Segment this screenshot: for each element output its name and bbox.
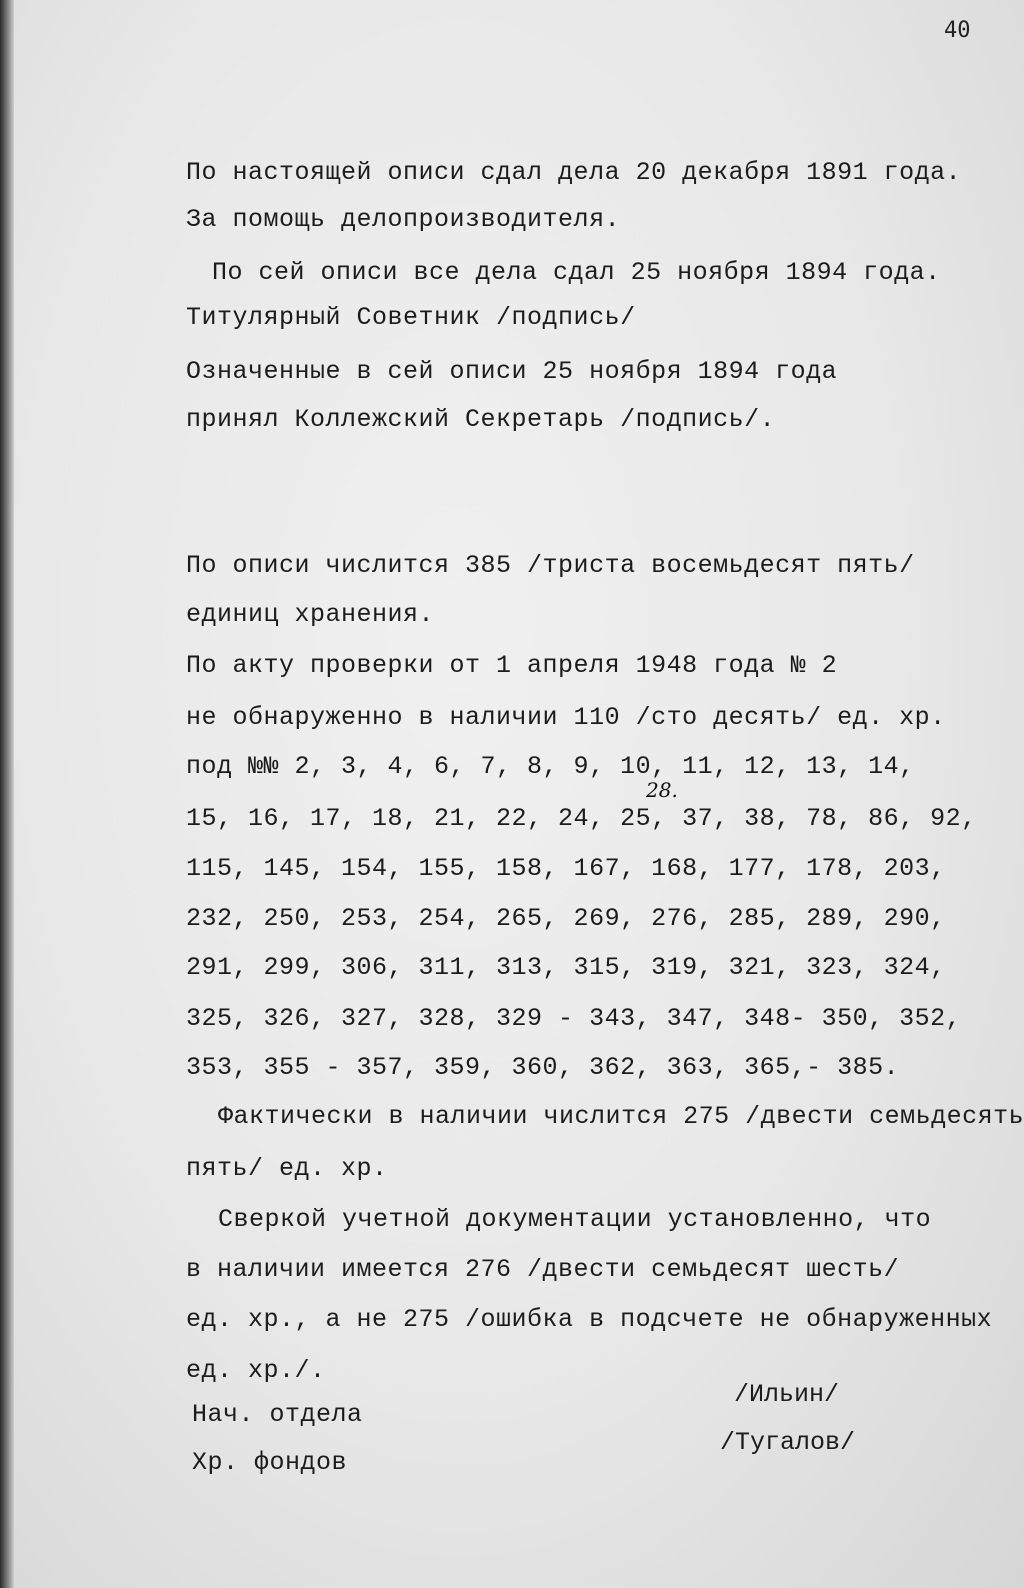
position-title-line1: Нач. отдела	[192, 1400, 363, 1429]
text-line: 353, 355 - 357, 359, 360, 362, 363, 365,- 385.	[186, 1053, 900, 1082]
text-line: Означенные в сей описи 25 ноября 1894 года	[186, 357, 838, 386]
text-line: под №№ 2, 3, 4, 6, 7, 8, 9, 10, 11, 12, 13, 14,	[186, 752, 915, 781]
text-line: По акту проверки от 1 апреля 1948 года № 2	[186, 651, 838, 680]
text-line: ед. хр., а не 275 /ошибка в подсчете не обнаруженных	[186, 1305, 993, 1334]
text-line: 232, 250, 253, 254, 265, 269, 276, 285, 289, 290,	[186, 904, 946, 933]
text-line: Титулярный Советник /подпись/	[186, 303, 636, 332]
text-line: ед. хр./.	[186, 1356, 326, 1385]
text-line: единиц хранения.	[186, 600, 435, 629]
signature-ilyin: /Ильин/	[734, 1380, 840, 1409]
text-line: По настоящей описи сдал дела 20 декабря 1891 года.	[186, 158, 962, 187]
text-line: в наличии имеется 276 /двести семьдесят шесть/	[186, 1255, 900, 1284]
page-number: 40	[944, 18, 971, 43]
text-line: 291, 299, 306, 311, 313, 315, 319, 321, 323, 324,	[186, 953, 946, 982]
text-line: принял Коллежский Секретарь /подпись/.	[186, 405, 776, 434]
text-line: Фактически в наличии числится 275 /двести семьдесять	[218, 1102, 1024, 1131]
book-spine-shadow	[0, 0, 14, 1588]
text-line: пять/ ед. хр.	[186, 1154, 388, 1183]
text-line: 325, 326, 327, 328, 329 - 343, 347, 348- 350, 352,	[186, 1004, 962, 1033]
text-line: не обнаруженно в наличии 110 /сто десять/ ед. хр.	[186, 703, 946, 732]
text-line: Сверкой учетной документации установленно, что	[218, 1205, 932, 1234]
text-line: По описи числится 385 /триста восемьдесят пять/	[186, 551, 915, 580]
position-title-line2: Хр. фондов	[192, 1448, 348, 1477]
text-line: 15, 16, 17, 18, 21, 22, 24, 25, 37, 38, 78, 86, 92,	[186, 804, 977, 833]
handwritten-correction: 28.	[646, 778, 678, 802]
text-line: 115, 145, 154, 155, 158, 167, 168, 177, 178, 203,	[186, 854, 946, 883]
signature-tugalov: /Тугалов/	[720, 1428, 856, 1457]
text-line: По сей описи все дела сдал 25 ноября 1894 года.	[212, 258, 941, 287]
text-line: За помощь делопроизводителя.	[186, 205, 621, 234]
